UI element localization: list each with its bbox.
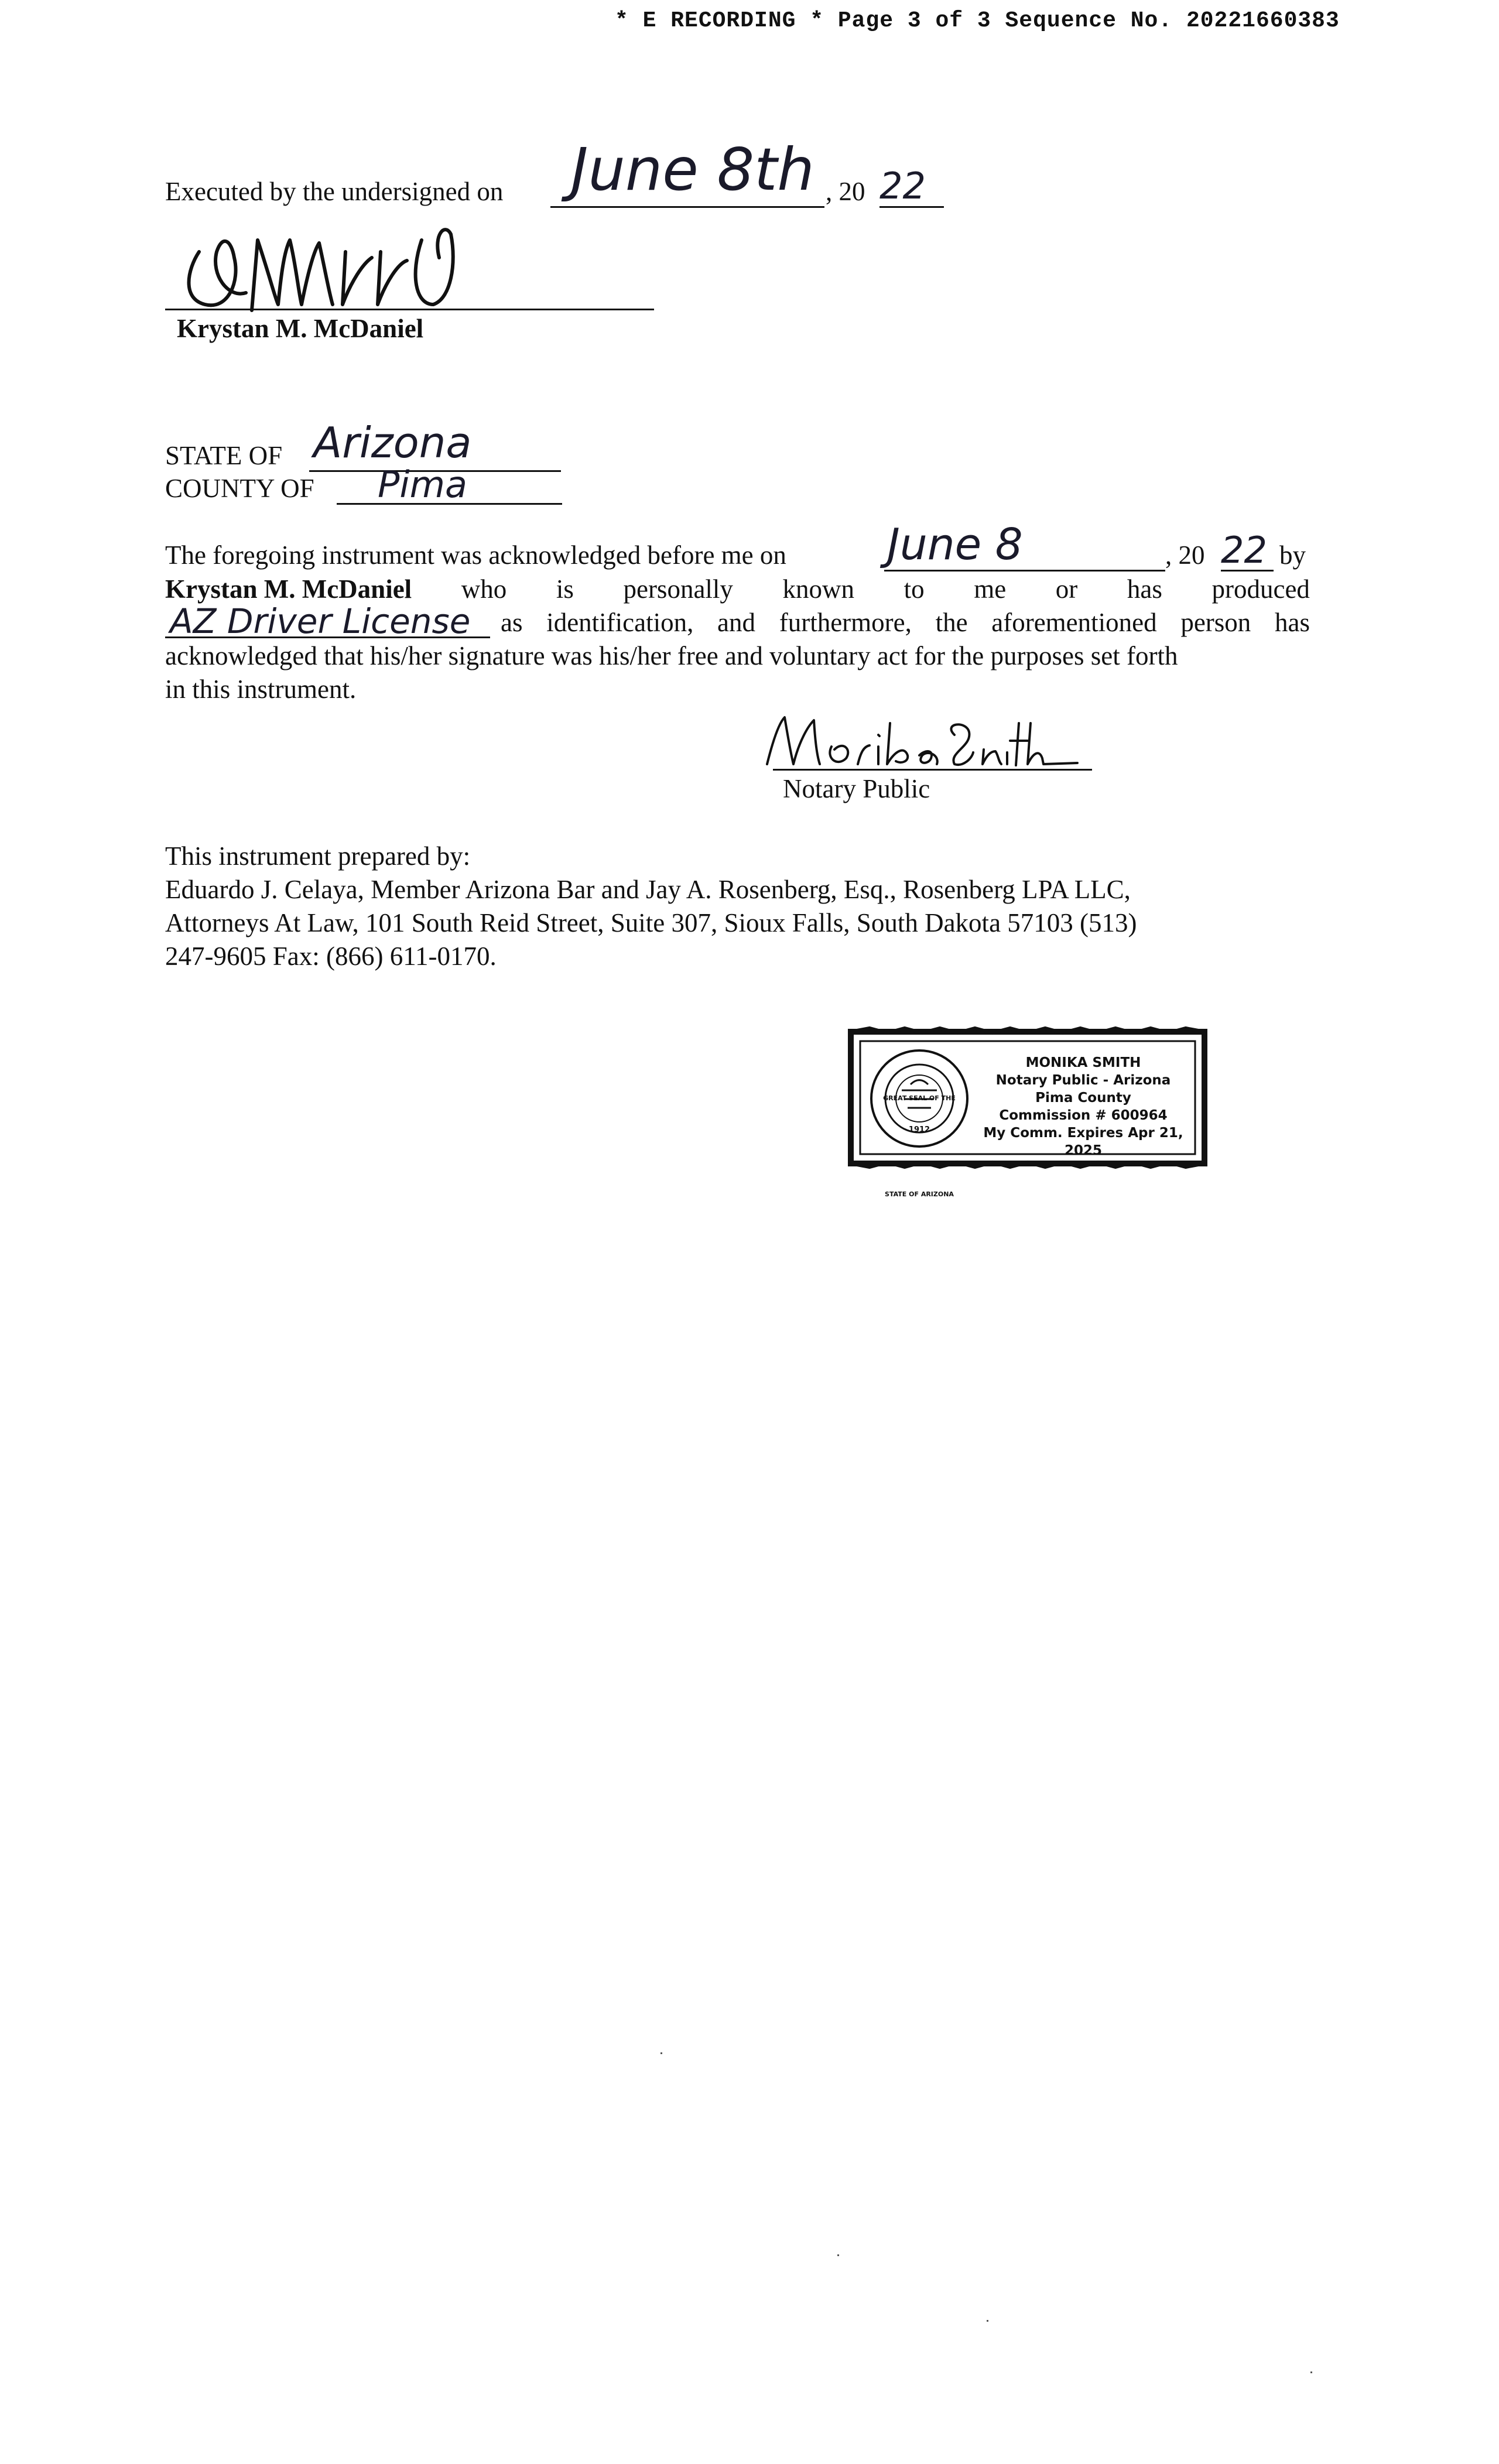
- ack-word: known: [782, 574, 855, 604]
- scan-speck: [837, 2254, 839, 2256]
- ack-date-handwritten: June 8: [887, 519, 1023, 570]
- scan-speck: [660, 2052, 662, 2054]
- executed-year-prefix: , 20: [826, 177, 865, 206]
- ack-line2-name: Krystan M. McDaniel: [165, 574, 412, 604]
- recording-header: * E RECORDING * Page 3 of 3 Sequence No. 20221660383: [615, 8, 1340, 33]
- ack-year-handwritten: 22: [1221, 529, 1267, 571]
- prepared-line2: Attorneys At Law, 101 South Reid Street, Suite 307, Sioux Falls, South Dakota 57103 (513): [165, 908, 1137, 937]
- county-handwritten: Pima: [378, 463, 468, 506]
- stamp-text-block: [978, 1054, 1189, 1159]
- executed-date-handwritten: June 8th: [571, 135, 814, 204]
- ack-word: or: [1055, 574, 1078, 604]
- scan-speck: [987, 2320, 988, 2322]
- executed-date-line: [550, 206, 824, 208]
- stamp-name: MONIKA SMITH: [1025, 1055, 1141, 1070]
- notary-stamp: [846, 1026, 1209, 1198]
- ack-word: me: [974, 574, 1007, 604]
- scan-speck: [1310, 2371, 1312, 2373]
- signer-signature: [176, 217, 504, 328]
- ack-word: personally: [623, 574, 733, 604]
- executed-label: Executed by the undersigned on: [165, 177, 504, 206]
- ack-word: produced: [1211, 574, 1310, 604]
- notary-public-label: Notary Public: [783, 774, 930, 803]
- executed-year-handwritten: 22: [879, 165, 926, 207]
- ack-line1-start: The foregoing instrument was acknowledged before me on: [165, 540, 786, 570]
- prepared-line3: 247-9605 Fax: (866) 611-0170.: [165, 942, 497, 971]
- ack-word: who: [461, 574, 507, 604]
- ack-line4: acknowledged that his/her signature was his/her free and voluntary act for the purposes set forth: [165, 641, 1178, 670]
- prepared-label: This instrument prepared by:: [165, 841, 471, 871]
- stamp-commission: Commission # 600964: [999, 1108, 1168, 1123]
- stamp-title: Notary Public - Arizona: [995, 1073, 1171, 1088]
- prepared-line1: Eduardo J. Celaya, Member Arizona Bar and Jay A. Rosenberg, Esq., Rosenberg LPA LLC,: [165, 875, 1131, 904]
- ack-id-handwritten: AZ Driver License: [170, 601, 471, 641]
- ack-date-line: [884, 570, 1165, 571]
- state-label: STATE OF: [165, 441, 283, 470]
- ack-line3-rest: as identification, and furthermore, the aforementioned person has: [501, 608, 1310, 637]
- ack-word: has: [1127, 574, 1162, 604]
- notary-signature: [761, 700, 1089, 776]
- stamp-seal-year: 1912: [908, 1125, 930, 1134]
- stamp-expires: My Comm. Expires Apr 21, 2025: [983, 1125, 1183, 1158]
- state-handwritten: Arizona: [313, 418, 472, 467]
- ack-by: by: [1279, 540, 1306, 570]
- signer-name: Krystan M. McDaniel: [177, 314, 424, 343]
- ack-word: is: [556, 574, 574, 604]
- notary-signature-line: [773, 769, 1092, 771]
- county-label: COUNTY OF: [165, 474, 314, 503]
- ack-line5: in this instrument.: [165, 675, 357, 704]
- signer-signature-line: [165, 309, 654, 310]
- ack-word: to: [903, 574, 925, 604]
- ack-year-prefix: , 20: [1165, 540, 1205, 570]
- stamp-seal-text: GREAT SEAL OF THE STATE OF ARIZONA: [883, 1094, 956, 1198]
- stamp-county: Pima County: [1035, 1090, 1131, 1106]
